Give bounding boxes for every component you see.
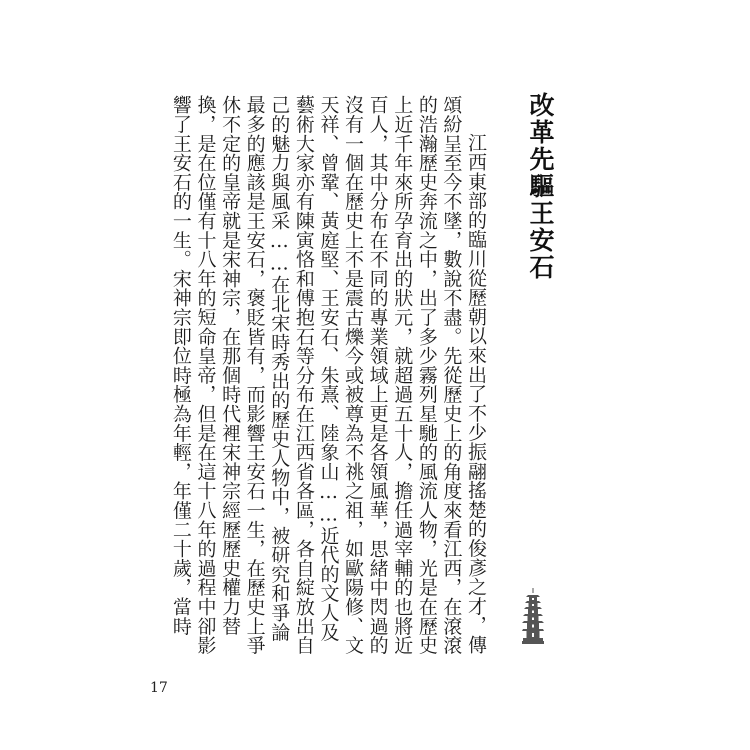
body-text bbox=[168, 95, 488, 655]
pagoda-icon bbox=[522, 588, 544, 644]
paragraph: 江西東部的臨川從歷朝以來出了不少振翮搖楚的俊彥之才，傳頌紛呈至今不墜，數說不盡。先從歷史上的角度來看江西，在滾滾的浩瀚歷史奔流之中，出了多少霧列星馳的風流人物，光是在歷史上近千年來所孕育出的狀元，就超過五十人，擔任過宰輔的也將近百人，其中分布在不同的專業領域上更是各領風華，思緒中閃過的沒有一個在歷史上不是震古爍今或被尊為不祧之祖，如歐陽修、文天祥、曾鞏、黃庭堅、王安石、朱熹、陸象山……近代的文人及藝術大家亦有陳寅恪和傅抱石等分布在江西省各區，各自綻放出自己的魅力與風采……在北宋時秀出的歷史人物中，被研究和爭論最多的應該是王安石，褒貶皆有，而影響王安石一生，在歷史上爭休不定的皇帝就是宋神宗，在那個時代裡宋神宗經歷歷史權力替換，是在位僅有十八年的短命皇帝，但是在這十八年的過程中卻影響了王安石的一生。宋神宗即位時極為年輕，年僅二十歲，當時 bbox=[169, 95, 487, 655]
chapter-title: 改革先驅王安石 bbox=[526, 92, 555, 281]
page-number: 17 bbox=[150, 680, 168, 696]
